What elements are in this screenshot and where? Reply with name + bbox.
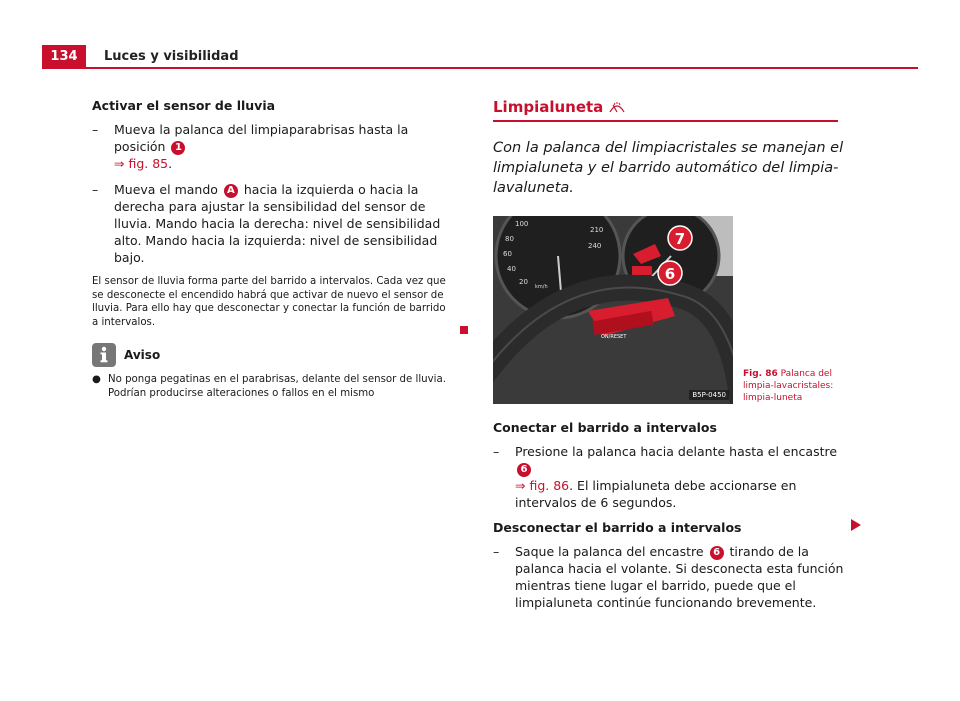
section-intro: Con la palanca del limpiacristales se manejan el limpialuneta y el barrido automático del limpia-lavaluneta. bbox=[493, 140, 844, 196]
gauge-unit: km/h bbox=[535, 284, 548, 290]
gauge-tick: 80 bbox=[505, 235, 514, 243]
wiper-lever-image bbox=[493, 216, 733, 404]
dash-marker: – bbox=[92, 182, 99, 197]
bullet-marker: ● bbox=[92, 374, 101, 385]
step-text-part: hacia la izquierda o hacia la derecha para ajustar la sensibilidad del sensor de lluvia. Mando hacia la derecha: nivel de sensibilidad alto. Mando hacia la izquierda: nivel de sensibilidad bajo. bbox=[114, 182, 441, 265]
page-number: 134 bbox=[42, 45, 86, 67]
header-rule bbox=[42, 67, 918, 69]
dash-marker: – bbox=[92, 122, 99, 137]
next-page-arrow-icon bbox=[851, 519, 861, 531]
dash-marker: – bbox=[493, 544, 500, 559]
figure-link[interactable]: ⇒ fig. 85 bbox=[114, 156, 169, 171]
gauge-tick: 60 bbox=[503, 250, 512, 258]
connect-heading: Conectar el barrido a intervalos bbox=[493, 420, 717, 435]
step-text bbox=[515, 443, 853, 511]
figure-link[interactable]: ⇒ fig. 86 bbox=[515, 478, 570, 493]
step-item bbox=[92, 181, 452, 266]
section-title-text: Limpialuneta bbox=[493, 98, 604, 116]
aviso-text bbox=[92, 373, 452, 400]
step-text bbox=[515, 543, 853, 611]
rear-window-wiper-icon bbox=[609, 101, 625, 113]
position-badge: 6 bbox=[517, 463, 531, 477]
left-column bbox=[92, 98, 452, 400]
step-text-part: tirando de la palanca hacia el volante. Si desconecta esta función mientras tiene lugar el barrido, puede que el limpialuneta continúe funcionando brevemente. bbox=[515, 544, 844, 610]
aviso-title: Aviso bbox=[124, 348, 161, 362]
rain-sensor-note: El sensor de lluvia forma parte del barrido a intervalos. Cada vez que se desconecte el encendido habrá que activar de nuevo el sensor de lluvia. Para ello hay que desconectar y conectar la función de barrido a intervalos. bbox=[92, 276, 446, 328]
aviso-body: No ponga pegatinas en el parabrisas, delante del sensor de lluvia. Podrían producirse alteraciones o fallos en el mismo bbox=[108, 374, 446, 399]
figure-code: B5P-0450 bbox=[689, 390, 729, 400]
end-of-section-mark bbox=[460, 326, 468, 334]
gauge-tick: 240 bbox=[588, 242, 602, 250]
gauge-tick: 100 bbox=[515, 220, 529, 228]
gauge-tick: 20 bbox=[519, 278, 528, 286]
step-text-part: Mueva el mando bbox=[114, 182, 218, 197]
lever-label: ON/RESET bbox=[601, 334, 627, 340]
caption-text: Palanca del limpia-lavacristales: limpia-luneta bbox=[743, 369, 834, 403]
callout-6: 6 bbox=[664, 265, 676, 283]
position-badge: 1 bbox=[171, 141, 185, 155]
callout-7: 7 bbox=[674, 230, 686, 248]
gauge-tick: 40 bbox=[507, 265, 516, 273]
section-title bbox=[493, 98, 838, 122]
disconnect-heading: Desconectar el barrido a intervalos bbox=[493, 520, 742, 535]
rain-sensor-heading: Activar el sensor de lluvia bbox=[92, 98, 276, 113]
info-icon bbox=[92, 343, 116, 367]
step-text bbox=[114, 121, 452, 172]
position-badge: 6 bbox=[710, 546, 724, 560]
step-text-part: . El limpialuneta debe accionarse en intervalos de 6 segundos. bbox=[515, 478, 797, 510]
step-text-part: Presione la palanca hacia delante hasta el encastre bbox=[515, 444, 838, 459]
step-text-part: . bbox=[168, 156, 173, 171]
dash-marker: – bbox=[493, 444, 500, 459]
step-item bbox=[92, 121, 452, 172]
gauge-tick: 210 bbox=[590, 226, 604, 234]
step-text bbox=[114, 181, 452, 266]
step-text-part: Mueva la palanca del limpiaparabrisas hasta la posición bbox=[114, 122, 409, 154]
figure-caption bbox=[743, 368, 853, 404]
chapter-title: Luces y visibilidad bbox=[104, 49, 239, 64]
step-item bbox=[493, 443, 853, 511]
figure bbox=[493, 216, 853, 406]
right-column bbox=[493, 98, 853, 620]
control-badge: A bbox=[224, 184, 238, 198]
aviso-header bbox=[92, 343, 452, 367]
step-item bbox=[493, 543, 853, 611]
step-text-part: Saque la palanca del encastre bbox=[515, 544, 704, 559]
right-body bbox=[493, 420, 853, 611]
caption-label: Fig. 86 bbox=[743, 369, 778, 379]
